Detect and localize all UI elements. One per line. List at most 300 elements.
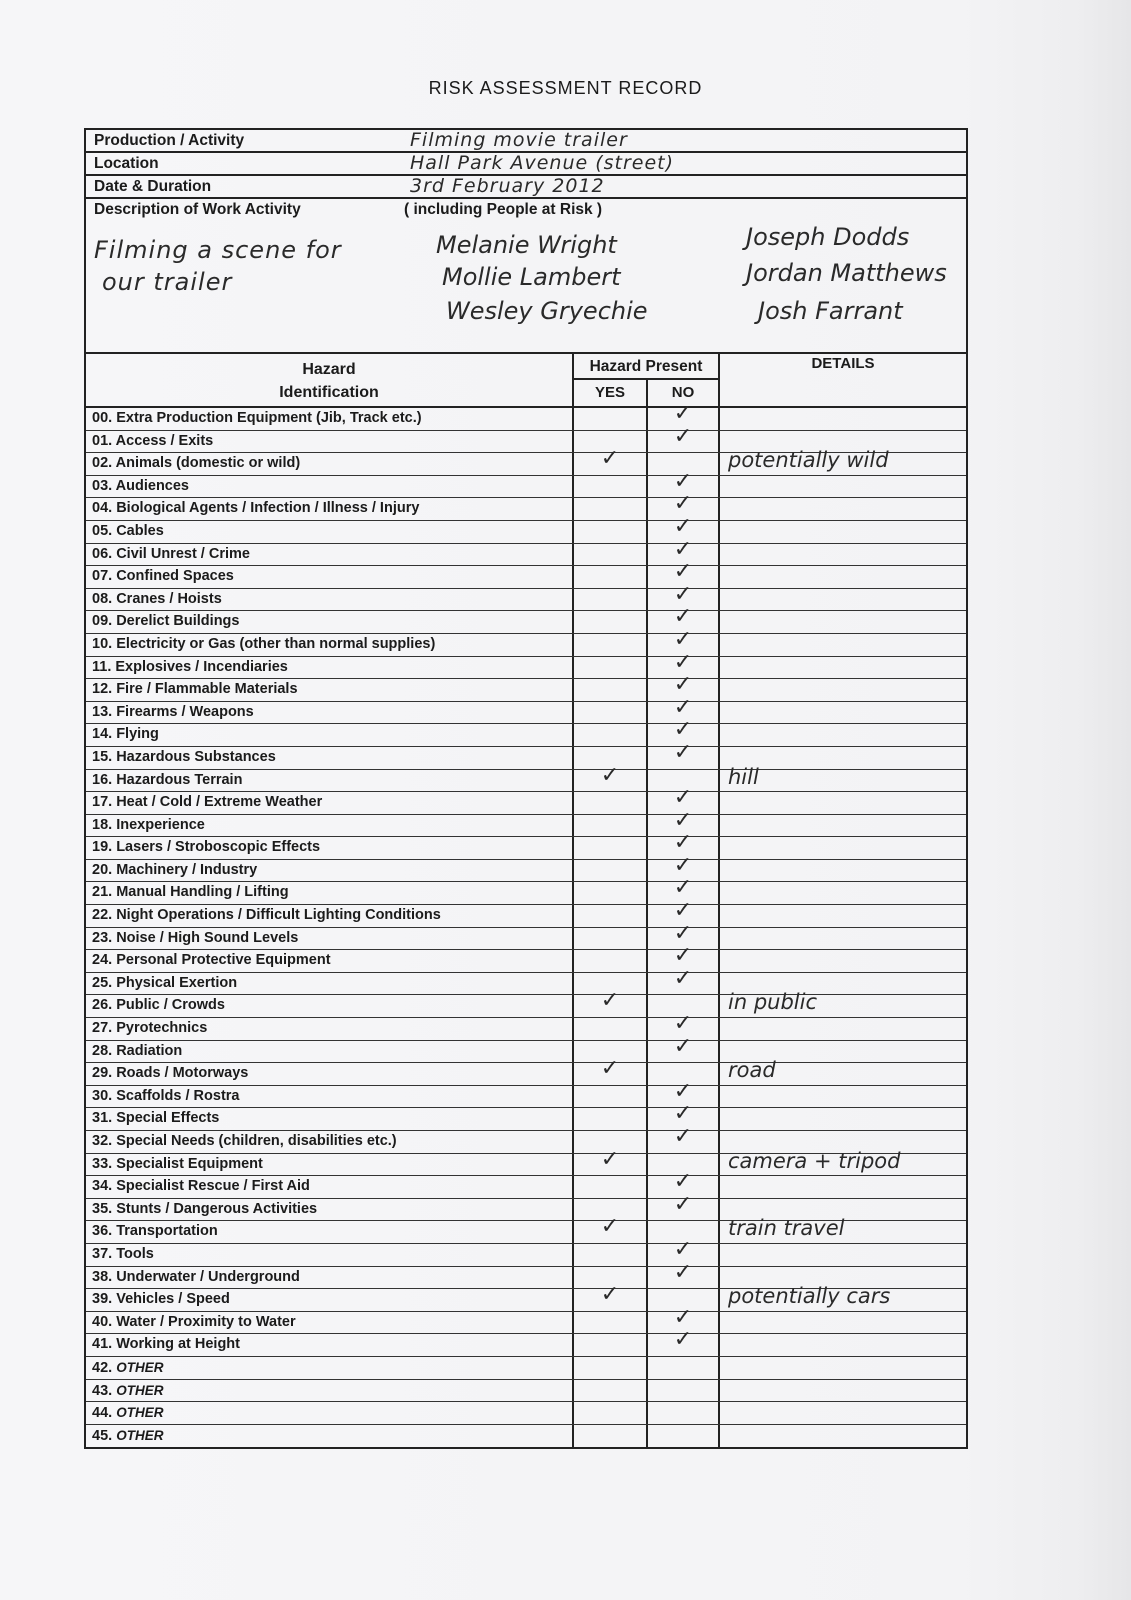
yes-cell — [574, 1282, 648, 1311]
hazard-present-label: Hazard Present — [574, 354, 718, 380]
table-row — [86, 581, 966, 612]
yes-cell — [574, 882, 648, 904]
hazard-present-header — [574, 354, 720, 406]
hazard-number: 18. — [92, 816, 113, 833]
hazard-label: Audiences — [115, 477, 190, 494]
hazard-cell — [86, 792, 574, 814]
hazard-cell — [86, 1063, 574, 1085]
hazard-label: Confined Spaces — [116, 568, 234, 585]
checkmark-icon: ✓ — [673, 1101, 693, 1127]
details-cell — [720, 498, 966, 520]
hazard-cell — [86, 589, 574, 611]
checkmark-icon: ✓ — [673, 830, 693, 856]
table-row — [86, 852, 966, 883]
activity-line-1: Filming a scene for — [94, 236, 342, 264]
checkmark-icon: ✓ — [673, 672, 693, 698]
hazard-number: 35. — [92, 1200, 113, 1217]
hazard-number: 15. — [92, 748, 113, 765]
hazard-number: 44. — [92, 1405, 113, 1422]
table-row — [86, 694, 966, 725]
hazard-label: Physical Exertion — [116, 974, 238, 991]
details-cell — [720, 1284, 966, 1311]
yes-cell — [574, 1425, 648, 1448]
yes-cell — [574, 634, 648, 656]
hazard-label: Hazardous Terrain — [116, 771, 243, 788]
no-cell — [648, 1380, 720, 1402]
hazard-cell — [86, 837, 574, 859]
no-header: NO — [671, 384, 695, 401]
details-cell — [720, 1058, 966, 1085]
no-cell — [648, 739, 720, 769]
details-cell — [720, 544, 966, 566]
hazard-header-line2: Identification — [279, 384, 379, 401]
checkmark-icon: ✓ — [673, 604, 693, 630]
hazard-cell — [86, 1267, 574, 1289]
no-cell — [648, 423, 720, 453]
description-label: Description of Work Activity — [94, 201, 301, 218]
yes-cell — [574, 837, 648, 859]
hazard-number: 20. — [92, 861, 113, 878]
details-cell — [720, 950, 966, 972]
table-row — [86, 830, 966, 860]
hazard-label: Manual Handling / Lifting — [116, 884, 289, 901]
yes-cell — [574, 928, 648, 950]
hazard-number: 04. — [92, 500, 113, 517]
hazard-label: Scaffolds / Rostra — [116, 1087, 240, 1104]
yes-cell — [574, 860, 648, 882]
hazard-number: 09. — [92, 613, 113, 630]
table-row — [86, 559, 966, 589]
yes-cell — [574, 1018, 648, 1040]
hazard-number: 07. — [92, 568, 113, 585]
details-cell — [720, 634, 966, 656]
person-name: Josh Farrant — [758, 297, 903, 325]
detail-text: in public — [728, 990, 818, 1015]
hazard-label: Transportation — [116, 1223, 218, 1240]
hazard-label: Derelict Buildings — [116, 613, 240, 630]
field-label: Location — [94, 155, 159, 172]
yes-cell — [574, 476, 648, 498]
table-row — [86, 1011, 966, 1041]
hazard-number: 37. — [92, 1245, 113, 1262]
checkmark-icon: ✓ — [673, 423, 693, 449]
table-row — [86, 513, 966, 544]
no-cell — [648, 1425, 720, 1448]
yes-cell — [574, 950, 648, 972]
field-value-location: Hall Park Avenue (street) — [410, 152, 675, 174]
table-row — [86, 1101, 966, 1131]
table-row — [86, 943, 966, 973]
checkmark-icon: ✓ — [673, 898, 693, 924]
person-name: Joseph Dodds — [746, 223, 910, 251]
details-cell — [720, 1108, 966, 1130]
hazard-column-header — [86, 354, 574, 406]
hazard-label: Firearms / Weapons — [116, 703, 254, 720]
yes-cell — [574, 702, 648, 724]
checkmark-icon: ✓ — [600, 1056, 620, 1082]
table-row — [86, 717, 966, 747]
hazard-cell — [86, 950, 574, 972]
hazard-label: Pyrotechnics — [116, 1020, 208, 1037]
details-cell — [720, 1148, 966, 1176]
table-row — [86, 1357, 966, 1380]
hazard-number: 13. — [92, 703, 113, 720]
checkmark-icon: ✓ — [673, 581, 693, 607]
hazard-label: Public / Crowds — [116, 997, 225, 1014]
hazard-label: Explosives / Incendiaries — [115, 658, 288, 675]
table-row — [86, 762, 966, 793]
risk-assessment-form — [84, 128, 968, 1449]
hazard-label: Water / Proximity to Water — [116, 1313, 296, 1330]
details-cell — [720, 1244, 966, 1266]
table-row — [86, 1078, 966, 1109]
hazard-label: Electricity or Gas (other than normal supplies) — [116, 635, 436, 652]
hazard-number: 06. — [92, 545, 113, 562]
description-note: ( including People at Risk ) — [404, 201, 603, 218]
hazard-number: 24. — [92, 952, 113, 969]
person-name: Mollie Lambert — [442, 263, 621, 291]
table-row — [86, 672, 966, 702]
table-row — [86, 1056, 966, 1086]
details-cell — [720, 448, 966, 475]
hazard-label: Inexperience — [116, 816, 205, 833]
table-row — [86, 604, 966, 634]
description-body — [86, 222, 966, 354]
checkmark-icon: ✓ — [673, 626, 693, 652]
person-name: Melanie Wright — [436, 231, 617, 259]
checkmark-icon: ✓ — [673, 1327, 693, 1353]
details-cell — [720, 837, 966, 859]
details-cell — [720, 1086, 966, 1108]
hazard-number: 39. — [92, 1291, 113, 1308]
hazard-label: OTHER — [116, 1427, 164, 1443]
hazard-cell — [86, 1108, 574, 1130]
table-row — [86, 898, 966, 928]
hazard-cell — [86, 453, 574, 475]
hazard-header-line1: Hazard — [302, 361, 356, 378]
hazard-label: Lasers / Stroboscopic Effects — [116, 839, 321, 856]
yes-cell — [574, 446, 648, 475]
no-cell — [648, 1357, 720, 1379]
hazard-number: 38. — [92, 1268, 113, 1285]
details-cell — [720, 1018, 966, 1040]
hazard-number: 03. — [92, 477, 113, 494]
checkmark-icon: ✓ — [673, 401, 693, 426]
hazard-cell — [86, 1086, 574, 1108]
table-row — [86, 1236, 966, 1267]
details-cell — [720, 408, 966, 430]
yes-cell — [574, 611, 648, 633]
table-row — [86, 1304, 966, 1335]
hazard-label: OTHER — [116, 1359, 164, 1375]
details-cell — [720, 1402, 966, 1424]
checkmark-icon: ✓ — [673, 1236, 693, 1262]
hazard-label: Stunts / Dangerous Activities — [116, 1200, 318, 1217]
person-name: Wesley Gryechie — [446, 297, 648, 325]
hazard-cell — [86, 1199, 574, 1221]
hazard-label: Flying — [116, 726, 159, 743]
table-row — [86, 1327, 966, 1357]
hazard-cell — [86, 1289, 574, 1311]
yes-cell — [574, 1056, 648, 1085]
person-name: Jordan Matthews — [746, 259, 947, 287]
page-title: RISK ASSESSMENT RECORD — [428, 78, 703, 98]
details-cell — [720, 1425, 966, 1448]
hazard-table-header — [86, 354, 966, 408]
hazard-number: 22. — [92, 907, 113, 924]
description-header — [86, 199, 966, 222]
yes-cell — [574, 1244, 648, 1266]
table-row — [86, 739, 966, 770]
hazard-cell — [86, 1425, 574, 1448]
hazard-number: 32. — [92, 1133, 113, 1149]
yes-cell — [574, 762, 648, 792]
hazard-cell — [86, 1154, 574, 1176]
checkmark-icon: ✓ — [673, 559, 693, 585]
hazard-cell — [86, 611, 574, 633]
hazard-cell — [86, 1312, 574, 1334]
hazard-label: Special Effects — [116, 1110, 220, 1127]
hazard-number: 27. — [92, 1020, 113, 1037]
hazard-label: Access / Exits — [115, 432, 214, 449]
hazard-cell — [86, 860, 574, 882]
hazard-cell — [86, 973, 574, 995]
hazard-number: 28. — [92, 1042, 113, 1059]
checkmark-icon: ✓ — [673, 739, 693, 765]
hazard-cell — [86, 905, 574, 927]
yes-cell — [574, 1334, 648, 1356]
hazard-rows — [86, 401, 966, 1447]
detail-text: camera + tripod — [728, 1148, 901, 1173]
field-value-date: 3rd February 2012 — [410, 175, 605, 197]
yes-cell — [574, 1176, 648, 1198]
details-cell — [720, 611, 966, 633]
hazard-number: 02. — [92, 455, 113, 472]
hazard-number: 21. — [92, 884, 113, 901]
details-cell — [720, 476, 966, 498]
hazard-label: Working at Height — [116, 1336, 240, 1353]
details-cell — [720, 1312, 966, 1334]
yes-cell — [574, 1380, 648, 1402]
checkmark-icon: ✓ — [673, 1011, 693, 1037]
hazard-label: OTHER — [116, 1405, 164, 1421]
hazard-cell — [86, 679, 574, 701]
hazard-number: 01. — [92, 432, 113, 449]
checkmark-icon: ✓ — [673, 943, 693, 969]
table-row — [86, 1214, 966, 1244]
hazard-number: 14. — [92, 726, 113, 743]
hazard-cell — [86, 747, 574, 769]
hazard-label: Heat / Cold / Extreme Weather — [116, 794, 323, 811]
checkmark-icon: ✓ — [673, 875, 693, 901]
field-row-date — [86, 176, 966, 199]
field-row-location — [86, 153, 966, 176]
hazard-label: Special Needs (children, disabilities etc.) — [116, 1133, 397, 1149]
hazard-label: Radiation — [116, 1042, 183, 1059]
hazard-label: Fire / Flammable Materials — [116, 681, 298, 698]
hazard-number: 23. — [92, 929, 113, 946]
yes-header: YES — [574, 380, 648, 406]
yes-cell — [574, 544, 648, 566]
details-cell — [720, 724, 966, 746]
hazard-cell — [86, 1244, 574, 1266]
details-cell — [720, 566, 966, 588]
checkmark-icon: ✓ — [673, 1259, 693, 1285]
table-row — [86, 988, 966, 1018]
hazard-number: 16. — [92, 771, 113, 788]
no-cell — [648, 965, 720, 995]
checkmark-icon: ✓ — [673, 852, 693, 878]
hazard-number: 10. — [92, 635, 113, 652]
details-cell — [720, 1334, 966, 1356]
hazard-number: 40. — [92, 1313, 113, 1330]
details-cell — [720, 1357, 966, 1379]
table-row — [86, 1425, 966, 1448]
checkmark-icon: ✓ — [673, 807, 693, 833]
yes-cell — [574, 657, 648, 679]
table-row — [86, 1169, 966, 1199]
yes-cell — [574, 1214, 648, 1243]
hazard-label: Night Operations / Difficult Lighting Conditions — [116, 907, 441, 924]
details-header: DETAILS — [811, 355, 875, 372]
hazard-number: 05. — [92, 522, 113, 539]
hazard-label: Hazardous Substances — [116, 748, 276, 765]
field-value-production: Filming movie trailer — [410, 129, 628, 151]
hazard-number: 00. — [92, 410, 113, 426]
table-row — [86, 536, 966, 567]
hazard-number: 34. — [92, 1178, 113, 1195]
details-cell — [720, 882, 966, 904]
checkmark-icon: ✓ — [673, 1191, 693, 1217]
hazard-number: 26. — [92, 997, 113, 1014]
table-row — [86, 875, 966, 905]
table-row — [86, 1033, 966, 1064]
detail-text: road — [728, 1058, 776, 1083]
yes-cell — [574, 815, 648, 837]
details-cell — [720, 702, 966, 724]
checkmark-icon: ✓ — [673, 491, 693, 517]
detail-text: train travel — [728, 1216, 845, 1241]
hazard-label: Civil Unrest / Crime — [116, 545, 250, 562]
hazard-label: Vehicles / Speed — [116, 1291, 230, 1308]
checkmark-icon: ✓ — [673, 1124, 693, 1149]
hazard-cell — [86, 408, 574, 430]
details-cell — [720, 521, 966, 543]
hazard-cell — [86, 431, 574, 453]
checkmark-icon: ✓ — [673, 649, 693, 675]
activity-line-2: our trailer — [102, 268, 233, 296]
table-row — [86, 1282, 966, 1312]
table-row — [86, 920, 966, 951]
hazard-number: 08. — [92, 590, 113, 607]
table-row — [86, 491, 966, 521]
hazard-cell — [86, 1221, 574, 1243]
hazard-cell — [86, 702, 574, 724]
checkmark-icon: ✓ — [673, 468, 693, 494]
hazard-label: Animals (domestic or wild) — [115, 455, 301, 472]
checkmark-icon: ✓ — [673, 1078, 693, 1104]
hazard-number: 42. — [92, 1359, 113, 1376]
details-cell — [720, 589, 966, 611]
hazard-label: Underwater / Underground — [116, 1268, 300, 1285]
table-row — [86, 807, 966, 838]
details-cell — [720, 860, 966, 882]
details-cell — [720, 679, 966, 701]
details-cell — [720, 657, 966, 679]
checkmark-icon: ✓ — [673, 920, 693, 946]
hazard-cell — [86, 498, 574, 520]
hazard-cell — [86, 770, 574, 792]
checkmark-icon: ✓ — [673, 536, 693, 562]
hazard-cell — [86, 544, 574, 566]
details-cell — [720, 1176, 966, 1198]
hazard-cell — [86, 882, 574, 904]
no-cell — [648, 1124, 720, 1153]
table-row — [86, 626, 966, 657]
detail-text: hill — [728, 764, 759, 789]
details-cell — [720, 905, 966, 927]
hazard-cell — [86, 521, 574, 543]
field-label: Production / Activity — [94, 132, 245, 149]
table-row — [86, 468, 966, 499]
checkmark-icon: ✓ — [600, 1146, 620, 1172]
checkmark-icon: ✓ — [673, 965, 693, 991]
hazard-label: Extra Production Equipment (Jib, Track etc.) — [116, 410, 422, 426]
yes-cell — [574, 521, 648, 543]
hazard-cell — [86, 1131, 574, 1153]
yes-cell — [574, 905, 648, 927]
details-cell — [720, 1380, 966, 1402]
hazard-cell — [86, 1041, 574, 1063]
hazard-label: Personal Protective Equipment — [116, 952, 331, 969]
yes-cell — [574, 498, 648, 520]
hazard-cell — [86, 476, 574, 498]
hazard-number: 45. — [92, 1427, 113, 1444]
hazard-label: Specialist Rescue / First Aid — [116, 1178, 310, 1195]
detail-text: potentially cars — [728, 1284, 891, 1309]
table-row — [86, 401, 966, 431]
hazard-number: 12. — [92, 681, 113, 698]
hazard-cell — [86, 928, 574, 950]
yes-cell — [574, 1108, 648, 1130]
field-label: Date & Duration — [94, 178, 212, 195]
hazard-label: Cables — [116, 522, 164, 539]
yes-cell — [574, 1402, 648, 1424]
hazard-cell — [86, 1380, 574, 1402]
table-row — [86, 965, 966, 996]
hazard-cell — [86, 815, 574, 837]
yes-cell — [574, 566, 648, 588]
no-cell — [648, 1259, 720, 1289]
hazard-label: Specialist Equipment — [116, 1155, 263, 1172]
hazard-number: 19. — [92, 839, 113, 856]
hazard-number: 43. — [92, 1382, 113, 1399]
checkmark-icon: ✓ — [673, 513, 693, 539]
field-row-production — [86, 130, 966, 153]
yes-cell — [574, 679, 648, 701]
checkmark-icon: ✓ — [673, 1304, 693, 1330]
hazard-label: Tools — [116, 1245, 154, 1262]
table-row — [86, 1146, 966, 1177]
hazard-label: Biological Agents / Infection / Illness / Injury — [116, 500, 420, 517]
yes-cell — [574, 1146, 648, 1176]
hazard-number: 29. — [92, 1065, 113, 1082]
hazard-number: 31. — [92, 1110, 113, 1127]
hazard-number: 25. — [92, 974, 113, 991]
yes-cell — [574, 792, 648, 814]
hazard-cell — [86, 566, 574, 588]
yes-cell — [574, 1086, 648, 1108]
